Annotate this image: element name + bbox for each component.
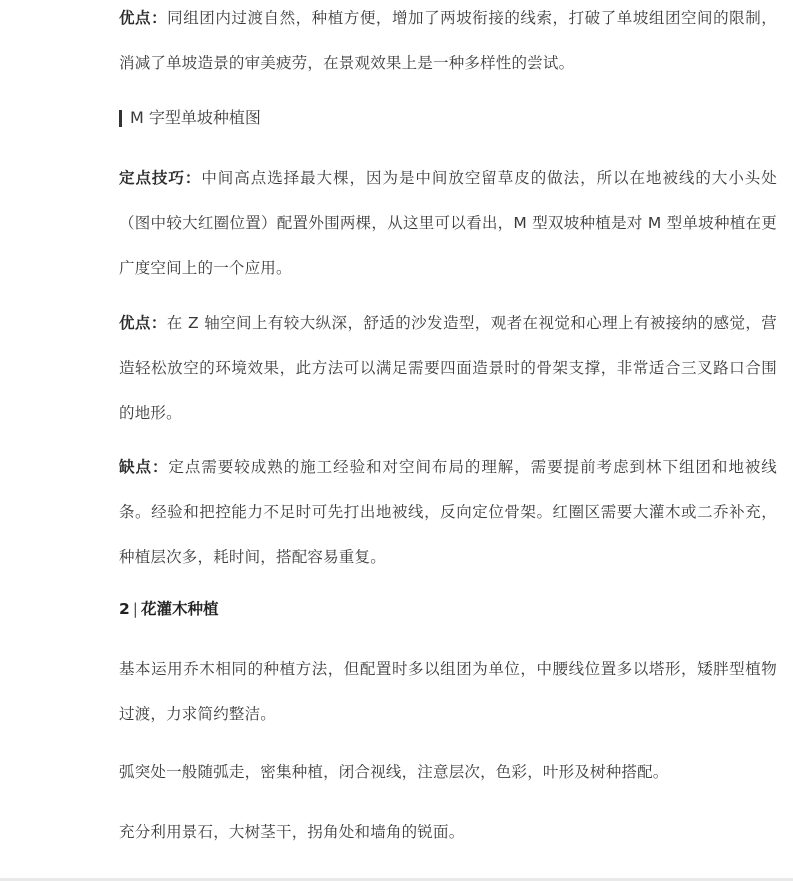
- heading-title: 花灌木种植: [141, 600, 219, 618]
- paragraph-text: 弧突处一般随弧走，密集种植，闭合视线，注意层次，色彩，叶形及树种搭配。: [119, 763, 669, 781]
- paragraph-positioning-technique: [119, 156, 777, 291]
- heading-separator: |: [132, 600, 139, 618]
- paragraph-text: 基本运用乔木相同的种植方法，但配置时多以组团为单位，中腰线位置多以塔形，矮胖型植物过渡，力求简约整洁。: [119, 660, 777, 723]
- paragraph-text: 充分利用景石，大树茎干，拐角处和墙角的锐面。: [119, 823, 465, 841]
- paragraph-label: 缺点：: [119, 458, 169, 476]
- paragraph-disadvantages: [119, 445, 777, 580]
- paragraph-shrub-arc: [119, 750, 777, 795]
- section-heading-flowering-shrubs: [119, 597, 219, 621]
- heading-bar-marker: [119, 110, 122, 127]
- section-heading-m-single-slope: [119, 106, 261, 130]
- heading-text: M 字型单坡种植图: [130, 108, 261, 127]
- heading-number: 2: [119, 600, 130, 618]
- paragraph-text: 同组团内过渡自然，种植方便，增加了两坡衔接的线索，打破了单坡组团空间的限制，消减了单坡造景的审美疲劳，在景观效果上是一种多样性的尝试。: [119, 9, 777, 72]
- paragraph-shrub-basics: [119, 647, 777, 737]
- paragraph-text: 在 Z 轴空间上有较大纵深，舒适的沙发造型，观者在视觉和心理上有被接纳的感觉，营造轻松放空的环境效果，此方法可以满足需要四面造景时的骨架支撑，非常适合三叉路口合围的地形。: [119, 314, 777, 422]
- paragraph-text: 中间高点选择最大棵，因为是中间放空留草皮的做法，所以在地被线的大小头处（图中较大红圈位置）配置外围两棵，从这里可以看出，M 型双坡种植是对 M 型单坡种植在更广度空间上的一个应用。: [119, 169, 777, 277]
- paragraph-advantages-1: [119, 0, 777, 86]
- paragraph-label: 优点：: [119, 9, 168, 27]
- paragraph-shrub-rocks: [119, 810, 777, 855]
- paragraph-text: 定点需要较成熟的施工经验和对空间布局的理解，需要提前考虑到林下组团和地被线条。经验和把控能力不足时可先打出地被线，反向定位骨架。红圈区需要大灌木或二乔补充，种植层次多，耗时间，搭配容易重复。: [119, 458, 778, 566]
- paragraph-label: 定点技巧：: [119, 169, 202, 187]
- paragraph-advantages-2: [119, 301, 777, 436]
- paragraph-label: 优点：: [119, 314, 167, 332]
